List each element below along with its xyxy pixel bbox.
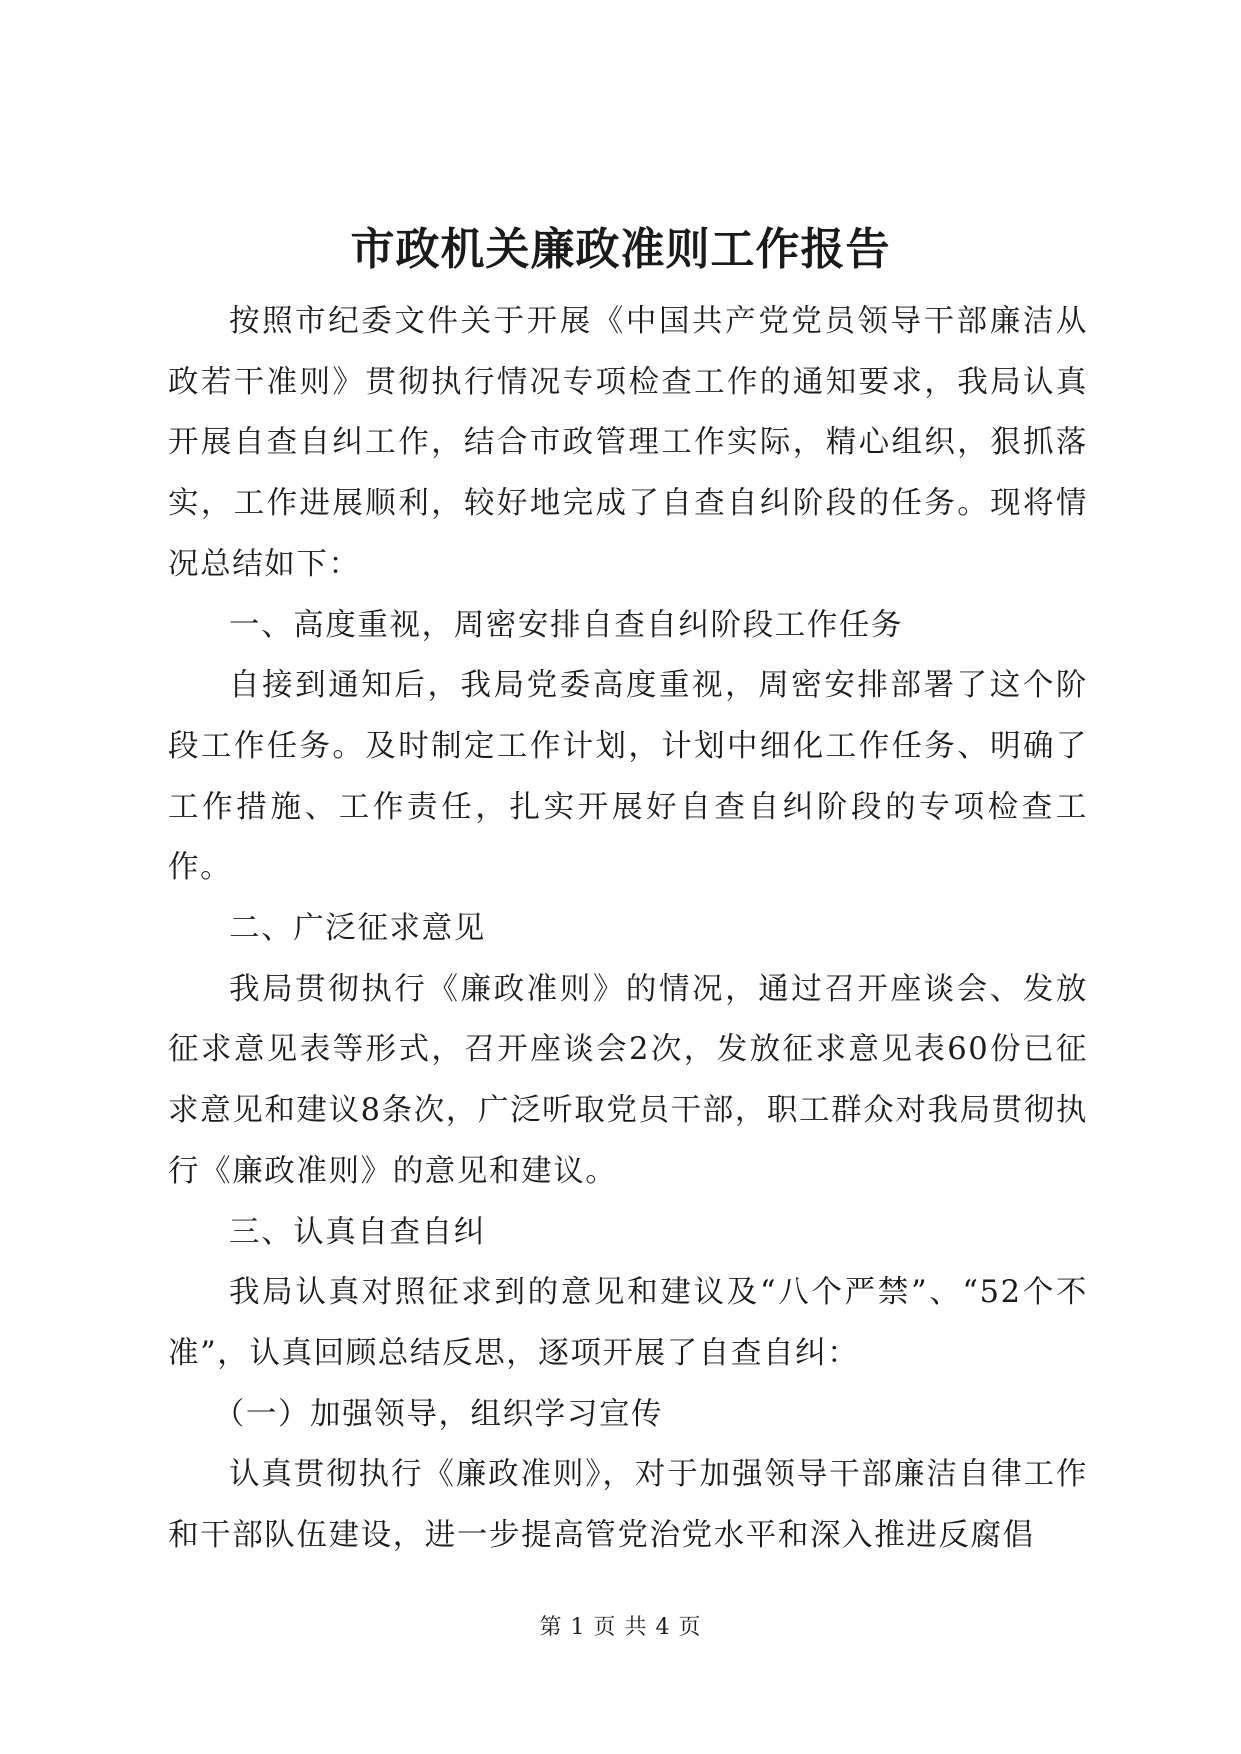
page-footer: 第 1 页 共 4 页 (539, 1615, 702, 1640)
document-title: 市政机关廉政准则工作报告 (350, 224, 891, 275)
subsection-heading-1: （一）加强领导，组织学习宣传 (213, 1396, 664, 1432)
paragraph-subsection-1: 认真贯彻执行《廉政准则》，对于加强领导干部廉洁自律工作和干部队伍建设，进一步提高管党治党水平和深入推进反腐倡 (168, 1457, 1088, 1554)
section-heading-2: 二、广泛征求意见 (229, 911, 486, 947)
section-heading-1: 一、高度重视，周密安排自查自纠阶段工作任务 (229, 607, 904, 643)
paragraph-intro: 按照市纪委文件关于开展《中国共产党党员领导干部廉洁从政若干准则》贯彻执行情况专项检查工作的通知要求，我局认真开展自查自纠工作，结合市政管理工作实际，精心组织，狠抓落实，工作进展顺利，较好地完成了自查自纠阶段的任务。现将情况总结如下： (168, 304, 1088, 582)
document-body (168, 292, 1088, 1567)
paragraph-section-1: 自接到通知后，我局党委高度重视，周密安排部署了这个阶段工作任务。及时制定工作计划，计划中细化工作任务、明确了工作措施、工作责任，扎实开展好自查自纠阶段的专项检查工作。 (168, 668, 1088, 886)
section-heading-3: 三、认真自查自纠 (229, 1214, 486, 1250)
paragraph-section-3: 我局认真对照征求到的意见和建议及“八个严禁”、“52个不准”，认真回顾总结反思，逐项开展了自查自纠： (168, 1275, 1088, 1371)
paragraph-section-2: 我局贯彻执行《廉政准则》的情况，通过召开座谈会、发放征求意见表等形式，召开座谈会2次，发放征求意见表60份已征求意见和建议8条次，广泛听取党员干部，职工群众对我局贯彻执行《廉政准则》的意见和建议。 (168, 971, 1088, 1189)
